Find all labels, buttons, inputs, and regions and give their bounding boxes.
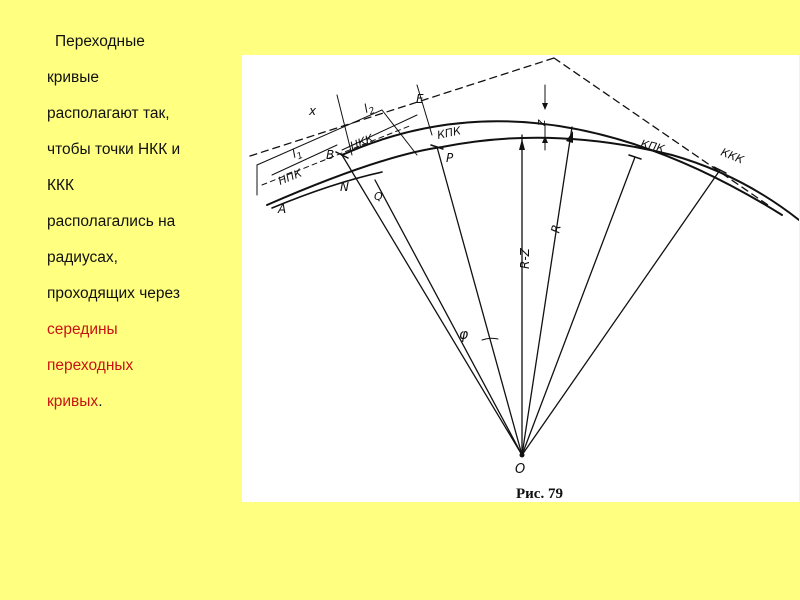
arrowhead [566,131,573,143]
text-line: ККК [47,177,75,194]
label-A: A [278,202,287,216]
text-line: радиусах, [47,249,118,266]
label-R-minus-Z: R-Z [518,248,532,269]
text-line: располагались на [47,213,176,230]
label-Q: Q [374,190,383,203]
radius-line-kkk [522,170,720,455]
transition-curve-diagram [242,55,799,502]
label-z: z [534,119,548,126]
label-N: N [340,180,349,194]
radius-line-R [522,127,572,455]
text-line: кривые [47,69,100,86]
arrowhead [519,139,525,150]
label-phi: φ [459,327,469,343]
label-R: R [548,223,564,235]
label-x: x [309,104,317,118]
text-line: проходящих через [47,285,180,302]
label-nkk: НКК [348,131,376,153]
label-npk: НПК [276,166,304,188]
highlight-line: кривых [47,393,99,410]
label-E: E [416,92,424,106]
center-point [520,453,525,458]
highlight-line: середины [47,321,118,338]
label-B: B [326,148,335,162]
text-line: Переходные [55,33,145,50]
radius-line-kpk-left [437,147,522,455]
figure-caption: Рис. 79 [516,486,563,502]
final-punct: . [98,393,103,410]
radius-line-q [375,180,522,455]
radius-line-kpk-right [522,157,635,455]
tangent-left-line [250,58,554,156]
label-l2: $l_2$ [361,101,377,118]
label-O: O [515,462,526,477]
label-l1: $l_1$ [289,146,305,163]
slide-text [47,24,237,420]
dimension-tick [382,110,417,155]
label-P: P [446,151,454,165]
arrowhead [542,103,548,110]
label-kpk-right: КПК [639,137,666,156]
radius-line-nkk [342,155,522,455]
figure-panel [242,55,799,502]
text-line: чтобы точки НКК и [47,141,181,158]
text-line: располагают так, [47,105,170,122]
label-kpk-left: КПК [435,124,462,142]
highlight-line: переходных [47,357,134,374]
label-kkk: ККК [718,145,746,167]
